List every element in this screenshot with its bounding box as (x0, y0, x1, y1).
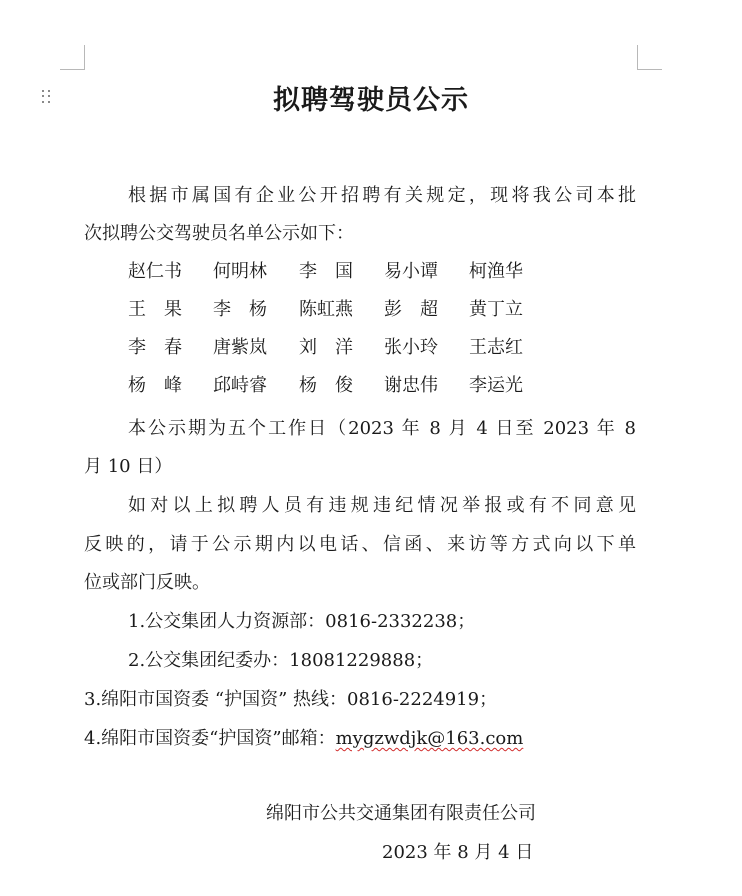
name-row (128, 260, 548, 284)
contact-item-4 (84, 727, 523, 751)
driver-name: 邱峙睿 (213, 375, 267, 396)
driver-name: 陈虹燕 (299, 299, 353, 320)
driver-name: 赵仁书 (128, 261, 182, 282)
driver-name: 黄丁立 (469, 299, 523, 320)
period-line-1: 本公示期为五个工作日（2023 年 8 月 4 日至 2023 年 8 (128, 418, 636, 439)
name-row (128, 336, 548, 360)
driver-name: 彭 超 (384, 299, 438, 320)
driver-name: 李 春 (128, 337, 182, 358)
contact-item-2: 2.公交集团纪委办：18081229888； (128, 650, 434, 671)
driver-name: 唐紫岚 (213, 337, 267, 358)
margin-crop-mark-top-left (60, 45, 85, 70)
intro-line-2: 次拟聘公交驾驶员名单公示如下： (84, 223, 354, 244)
report-line-2: 反映的，请于公示期内以电话、信函、来访等方式向以下单 (84, 534, 636, 555)
intro-line-1: 根据市属国有企业公开招聘有关规定，现将我公司本批 (128, 185, 636, 206)
name-row (128, 374, 548, 398)
driver-name: 柯渔华 (469, 261, 523, 282)
driver-name: 李 杨 (213, 299, 267, 320)
contact-item-3: 3.绵阳市国资委 “护国资” 热线：0816-2224919； (84, 689, 498, 710)
name-row (128, 298, 548, 322)
document-title: 拟聘驾驶员公示 (273, 85, 469, 116)
margin-crop-mark-top-right (637, 45, 662, 70)
driver-name: 杨 峰 (128, 375, 182, 396)
report-line-3: 位或部门反映。 (84, 572, 210, 593)
contact-item-1: 1.公交集团人力资源部：0816-2332238； (128, 611, 476, 632)
driver-name: 李 国 (299, 261, 353, 282)
driver-name: 张小玲 (384, 337, 438, 358)
driver-name: 杨 俊 (299, 375, 353, 396)
signature-date: 2023 年 8 月 4 日 (382, 842, 534, 863)
report-line-1: 如对以上拟聘人员有违规违纪情况举报或有不同意见 (128, 495, 636, 516)
period-line-2: 月 10 日） (84, 456, 173, 477)
signature-organization: 绵阳市公共交通集团有限责任公司 (266, 803, 536, 824)
contact-item-4-label: 4.绵阳市国资委“护国资”邮箱： (84, 728, 336, 749)
driver-name: 王志红 (469, 337, 523, 358)
contact-email[interactable]: mygzwdjk@163.com (335, 728, 524, 749)
driver-name: 刘 洋 (299, 337, 353, 358)
driver-name: 谢忠伟 (384, 375, 438, 396)
driver-name: 李运光 (469, 375, 523, 396)
driver-name: 何明林 (213, 261, 267, 282)
driver-name: 易小谭 (384, 261, 438, 282)
driver-name: 王 果 (128, 299, 182, 320)
